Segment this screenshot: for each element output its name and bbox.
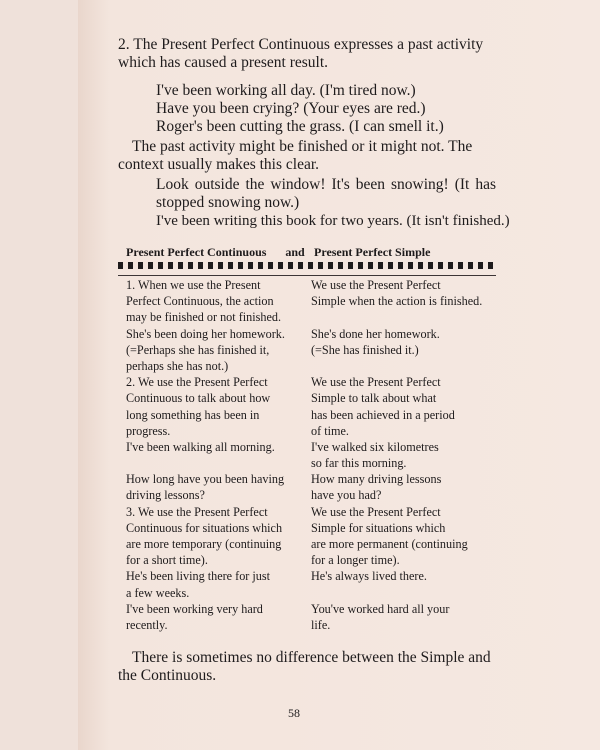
table-line (311, 585, 491, 601)
outer-margin (0, 0, 78, 750)
simple-column (311, 277, 491, 633)
table-line: long something has been in (126, 407, 260, 422)
table-line: How long have you been having (126, 472, 285, 487)
table-line: She's been doing her homework. (126, 326, 285, 341)
table-line: recently. (126, 617, 168, 632)
table-line: (=She has finished it.) (311, 342, 419, 357)
table-line: life. (311, 617, 331, 632)
table-line: driving lessons? (126, 488, 205, 503)
table-line (311, 309, 491, 325)
table-line: may be finished or not finished. (126, 310, 282, 325)
table-line: of time. (311, 423, 349, 438)
example-line: I've been writing this book for two years. (It isn't finished.) (156, 213, 510, 229)
header-simple: Present Perfect Simple (314, 245, 431, 259)
header-continuous: Present Perfect Continuous (126, 245, 267, 259)
table-line: for a short time). (126, 553, 208, 568)
table-line: Continuous for situations which (126, 520, 283, 535)
table-line: He's been living there for just (126, 569, 271, 584)
examples-result (156, 82, 496, 136)
table-line: 1. When we use the Present (126, 278, 261, 292)
dotted-divider (118, 262, 496, 269)
example-line: I've been working all day. (I'm tired now.) (156, 82, 416, 99)
table-line: 3. We use the Present Perfect (126, 504, 268, 519)
table-line: are more temporary (continuing (126, 537, 282, 551)
example-line: Look outside the window! It's been snowing! (It has (156, 176, 496, 193)
table-header (126, 245, 496, 260)
table-line: She's done her homework. (311, 326, 440, 341)
table-line: You've worked hard all your (311, 601, 450, 616)
table-line: We use the Present Perfect (311, 504, 441, 519)
table-line: We use the Present Perfect (311, 375, 441, 390)
table-line: Simple when the action is finished. (311, 294, 483, 309)
table-line: are more permanent (continuing (311, 537, 468, 551)
closing-paragraph: There is sometimes no difference between the Simple and the Continuous. (118, 649, 491, 684)
example-line: Have you been crying? (Your eyes are red.) (156, 100, 426, 117)
example-line: Roger's been cutting the grass. (I can smell it.) (156, 118, 444, 135)
table-rule (118, 275, 496, 276)
table-line: perhaps she has not.) (126, 358, 229, 373)
context-paragraph: The past activity might be finished or it might not. The context usually makes this clear. (118, 138, 473, 173)
table-line: have you had? (311, 488, 382, 503)
table-line: I've been working very hard (126, 601, 263, 616)
table-line: has been achieved in a period (311, 407, 455, 422)
table-line: Simple to talk about what (311, 391, 437, 406)
table-line: (=Perhaps she has finished it, (126, 342, 270, 357)
table-line: so far this morning. (311, 456, 407, 471)
header-and: and (285, 245, 305, 259)
table-line: 2. We use the Present Perfect (126, 375, 268, 390)
table-line: Continuous to talk about how (126, 391, 271, 406)
table-line: We use the Present Perfect (311, 278, 441, 292)
table-line (126, 455, 296, 471)
table-line: for a longer time). (311, 553, 400, 568)
continuous-column (126, 277, 296, 633)
page-number: 58 (288, 706, 300, 720)
intro-paragraph: 2. The Present Perfect Continuous expresses a past activity which has caused a present result. (118, 36, 484, 71)
table-line: a few weeks. (126, 585, 190, 600)
table-line: I've walked six kilometres (311, 439, 439, 454)
example-line: stopped snowing now.) (156, 194, 300, 211)
table-line: I've been walking all morning. (126, 439, 275, 454)
table-line: Simple for situations which (311, 520, 446, 535)
table-line (311, 358, 491, 374)
table-line: He's always lived there. (311, 569, 427, 584)
examples-finished (156, 176, 510, 230)
table-line: progress. (126, 423, 171, 438)
table-line: Perfect Continuous, the action (126, 294, 274, 309)
table-line: How many driving lessons (311, 472, 442, 487)
